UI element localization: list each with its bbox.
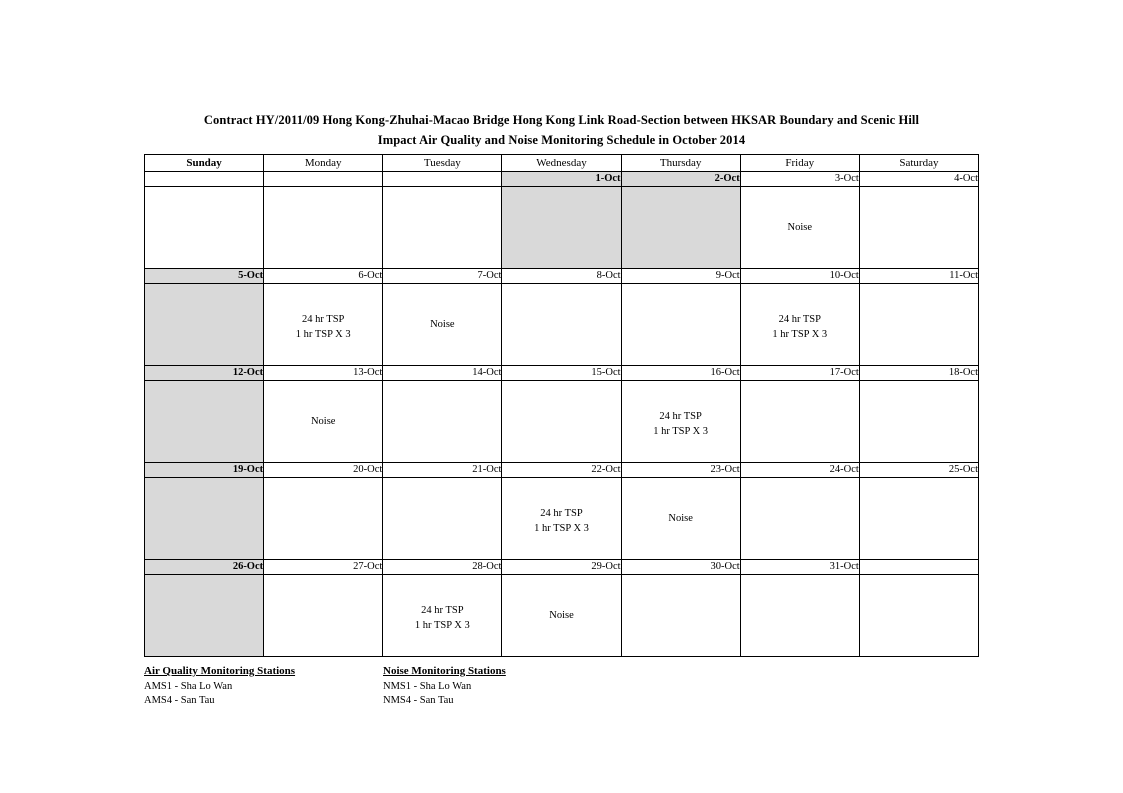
day-cell-content: [145, 575, 263, 603]
document-title: [0, 110, 1123, 150]
day-number: 28-Oct: [383, 560, 502, 575]
day-cell[interactable]: [502, 187, 621, 269]
calendar-content-row: [145, 187, 979, 269]
calendar-content-row: [145, 478, 979, 560]
day-cell[interactable]: [859, 187, 978, 269]
day-cell[interactable]: [383, 381, 502, 463]
day-cell[interactable]: [264, 381, 383, 463]
day-number: 19-Oct: [145, 463, 264, 478]
monitoring-task-line: 1 hr TSP X 3: [295, 329, 351, 340]
monitoring-task-line: 1 hr TSP X 3: [414, 620, 470, 631]
day-cell[interactable]: [145, 478, 264, 560]
monitoring-task-line: Noise: [430, 319, 455, 330]
day-number: 18-Oct: [859, 366, 978, 381]
column-header-saturday: Saturday: [859, 155, 978, 172]
day-cell-content: [383, 381, 501, 409]
day-cell-content: [860, 575, 978, 603]
day-number: 23-Oct: [621, 463, 740, 478]
day-number: 10-Oct: [740, 269, 859, 284]
day-cell[interactable]: [383, 284, 502, 366]
day-cell[interactable]: [621, 575, 740, 657]
day-cell[interactable]: [502, 575, 621, 657]
day-cell[interactable]: [859, 575, 978, 657]
monitoring-task-line: 1 hr TSP X 3: [772, 329, 828, 340]
column-header-monday: Monday: [264, 155, 383, 172]
column-header-tuesday: Tuesday: [383, 155, 502, 172]
legend-noise-stations: [383, 664, 506, 709]
day-cell-content: [860, 478, 978, 506]
day-cell-content: [622, 284, 740, 312]
day-cell-content: [264, 284, 382, 342]
day-number: 24-Oct: [740, 463, 859, 478]
day-cell-content: [145, 478, 263, 506]
day-cell[interactable]: [383, 187, 502, 269]
day-cell[interactable]: [502, 381, 621, 463]
day-number: 31-Oct: [740, 560, 859, 575]
legend-noise-row-1: NMS1 - Sha Lo Wan: [383, 680, 472, 692]
day-number: 20-Oct: [264, 463, 383, 478]
day-cell-content: [622, 187, 740, 215]
day-number: 1-Oct: [502, 172, 621, 187]
day-cell-content: [502, 187, 620, 215]
monitoring-task-line: 24 hr TSP: [421, 605, 464, 616]
day-number: 6-Oct: [264, 269, 383, 284]
day-cell-content: [264, 575, 382, 603]
day-cell[interactable]: [502, 478, 621, 560]
monitoring-task-line: 24 hr TSP: [659, 411, 702, 422]
day-number: [145, 172, 264, 187]
day-number: [383, 172, 502, 187]
calendar-header-row: [145, 155, 979, 172]
calendar-daynumber-row: [145, 463, 979, 478]
legend-air-row-1: AMS1 - Sha Lo Wan: [144, 680, 233, 692]
day-cell-content: [741, 284, 859, 342]
monitoring-task-line: Noise: [787, 222, 813, 233]
calendar-header: [145, 155, 979, 172]
day-cell-content: [622, 381, 740, 439]
day-number: 3-Oct: [740, 172, 859, 187]
day-number: [859, 560, 978, 575]
day-cell[interactable]: [264, 187, 383, 269]
day-cell-content: [264, 381, 382, 429]
day-cell[interactable]: [383, 478, 502, 560]
day-cell-content: [860, 381, 978, 409]
monitoring-task-line: Noise: [310, 416, 336, 427]
calendar-content-row: [145, 284, 979, 366]
day-cell[interactable]: [859, 284, 978, 366]
day-cell[interactable]: [740, 575, 859, 657]
day-cell-content: [741, 381, 859, 409]
day-number: 22-Oct: [502, 463, 621, 478]
calendar-content-row: [145, 575, 979, 657]
day-cell-content: [502, 575, 620, 623]
day-cell-content: [502, 478, 620, 536]
day-cell[interactable]: [859, 478, 978, 560]
monitoring-task-line: Noise: [549, 610, 574, 621]
calendar-daynumber-row: [145, 366, 979, 381]
day-number: 2-Oct: [621, 172, 740, 187]
day-cell[interactable]: [621, 284, 740, 366]
legend-air-row-2: AMS4 - San Tau: [144, 695, 215, 706]
title-line-2: Impact Air Quality and Noise Monitoring Schedule in October 2014: [377, 133, 746, 147]
column-header-wednesday: Wednesday: [502, 155, 621, 172]
title-line-1: Contract HY/2011/09 Hong Kong-Zhuhai-Macao Bridge Hong Kong Link Road-Section between HKSAR Boundary and Scenic Hill: [203, 113, 920, 127]
day-number: 21-Oct: [383, 463, 502, 478]
day-cell-content: [860, 187, 978, 215]
column-header-thursday: Thursday: [621, 155, 740, 172]
day-number: 29-Oct: [502, 560, 621, 575]
day-cell-content: [502, 381, 620, 409]
day-number: 15-Oct: [502, 366, 621, 381]
day-cell-content: [622, 478, 740, 526]
day-cell[interactable]: [145, 575, 264, 657]
calendar-daynumber-row: [145, 269, 979, 284]
day-cell[interactable]: [621, 478, 740, 560]
calendar-daynumber-row: [145, 172, 979, 187]
day-number: 14-Oct: [383, 366, 502, 381]
calendar-content-row: [145, 381, 979, 463]
day-number: 4-Oct: [859, 172, 978, 187]
day-number: 7-Oct: [383, 269, 502, 284]
day-cell-content: [145, 187, 263, 215]
day-number: 8-Oct: [502, 269, 621, 284]
day-cell-content: [383, 575, 501, 633]
day-cell-content: [502, 284, 620, 312]
monitoring-task-line: 1 hr TSP X 3: [534, 523, 589, 534]
day-cell[interactable]: [621, 187, 740, 269]
day-cell[interactable]: [264, 284, 383, 366]
day-number: 26-Oct: [145, 560, 264, 575]
day-number: [264, 172, 383, 187]
day-cell[interactable]: [621, 381, 740, 463]
monitoring-task-line: 24 hr TSP: [540, 508, 583, 519]
day-cell[interactable]: [264, 478, 383, 560]
day-cell-content: [383, 478, 501, 506]
day-cell-content: [741, 575, 859, 603]
day-cell-content: [145, 381, 263, 409]
day-number: 30-Oct: [621, 560, 740, 575]
day-cell[interactable]: [383, 575, 502, 657]
day-cell[interactable]: [740, 284, 859, 366]
day-cell-content: [264, 478, 382, 506]
calendar-daynumber-row: [145, 560, 979, 575]
day-number: 9-Oct: [621, 269, 740, 284]
day-number: 27-Oct: [264, 560, 383, 575]
day-cell-content: [383, 284, 501, 332]
day-cell[interactable]: [145, 187, 264, 269]
monitoring-task-line: 24 hr TSP: [778, 314, 821, 325]
legend-air-quality-stations: [144, 664, 295, 709]
day-number: 16-Oct: [621, 366, 740, 381]
calendar-body: [145, 172, 979, 657]
day-cell[interactable]: [145, 284, 264, 366]
monitoring-task-line: 1 hr TSP X 3: [653, 426, 709, 437]
day-cell[interactable]: [859, 381, 978, 463]
legend-noise-row-2: NMS4 - San Tau: [383, 695, 454, 706]
day-cell-content: [741, 187, 859, 235]
day-cell[interactable]: [145, 381, 264, 463]
day-cell-content: [741, 478, 859, 506]
day-cell-content: [860, 284, 978, 312]
day-cell-content: [622, 575, 740, 603]
legend-air-title: Air Quality Monitoring Stations: [144, 665, 296, 677]
day-cell[interactable]: [740, 381, 859, 463]
day-number: 25-Oct: [859, 463, 978, 478]
column-header-sunday: Sunday: [145, 155, 264, 172]
legend-noise-title: Noise Monitoring Stations: [383, 665, 506, 677]
monitoring-task-line: 24 hr TSP: [302, 314, 345, 325]
day-number: 5-Oct: [145, 269, 264, 284]
monitoring-task-line: Noise: [668, 513, 693, 524]
day-cell-content: [264, 187, 382, 215]
day-cell[interactable]: [740, 478, 859, 560]
day-number: 17-Oct: [740, 366, 859, 381]
monitoring-schedule-calendar: [144, 154, 979, 657]
day-number: 12-Oct: [145, 366, 264, 381]
day-number: 13-Oct: [264, 366, 383, 381]
day-number: 11-Oct: [859, 269, 978, 284]
column-header-friday: Friday: [740, 155, 859, 172]
day-cell-content: [145, 284, 263, 312]
day-cell[interactable]: [740, 187, 859, 269]
day-cell[interactable]: [264, 575, 383, 657]
day-cell[interactable]: [502, 284, 621, 366]
day-cell-content: [383, 187, 501, 215]
